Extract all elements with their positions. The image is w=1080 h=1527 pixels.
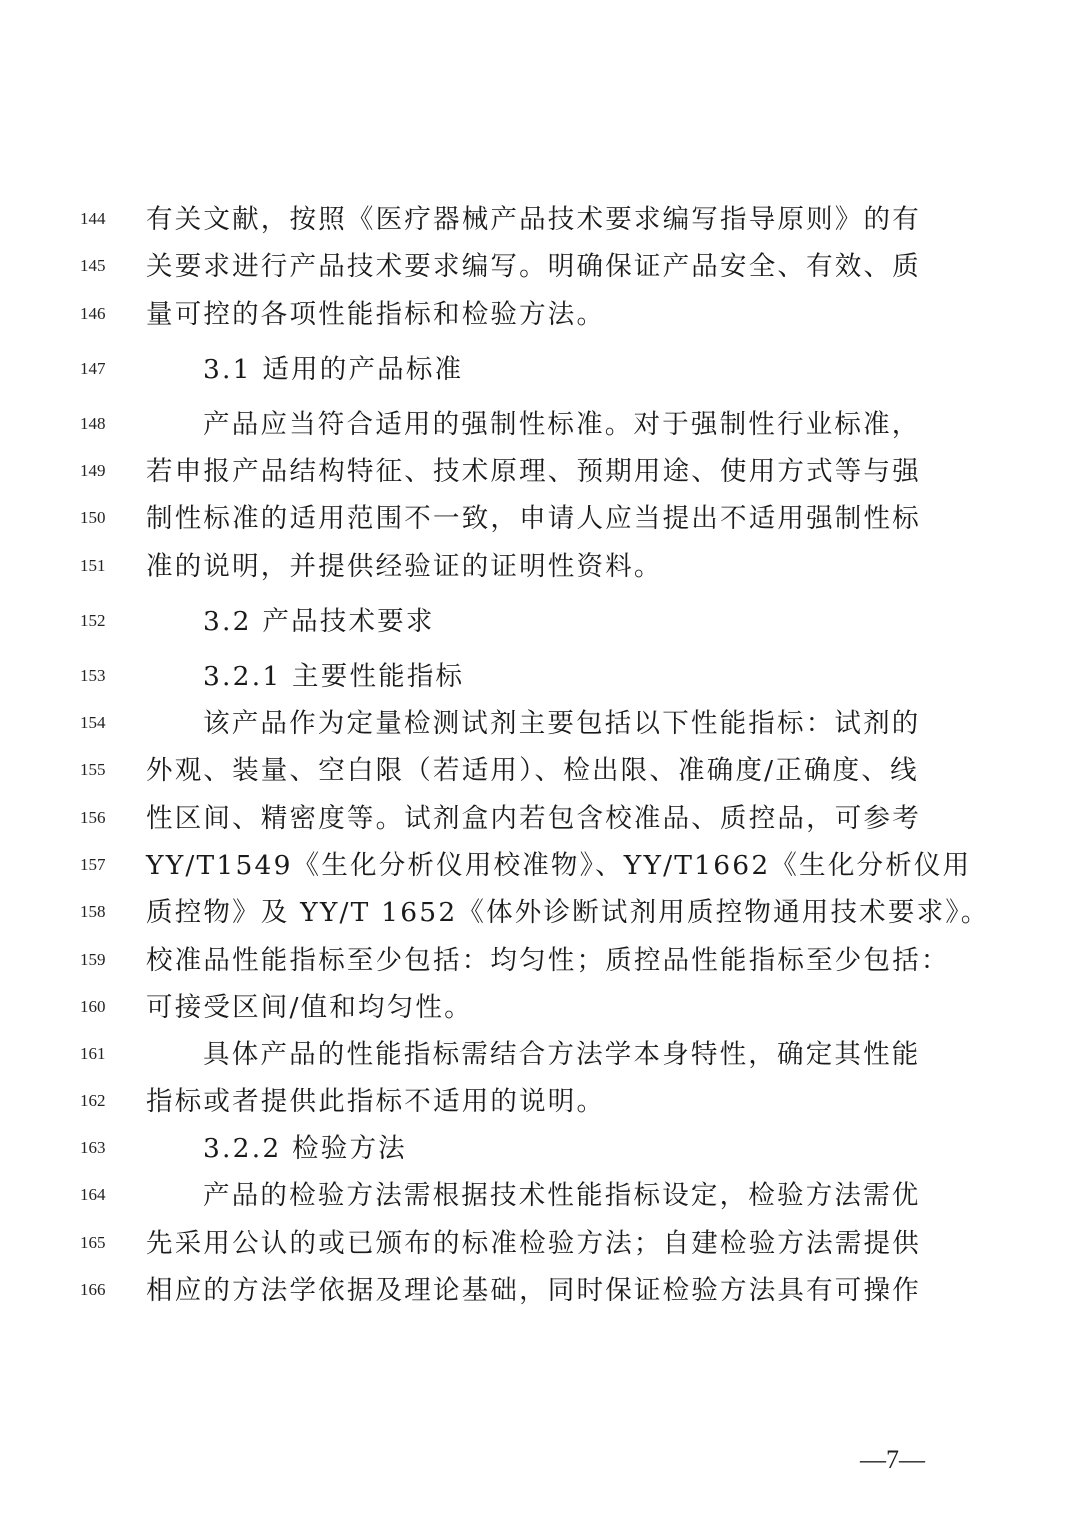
line-number: 148 — [80, 414, 106, 433]
line-text: 若申报产品结构特征、技术原理、预期用途、使用方式等与强 — [146, 456, 921, 487]
line-number: 154 — [80, 713, 106, 732]
line-number: 157 — [80, 855, 106, 874]
line-number: 164 — [80, 1185, 106, 1204]
line-number: 149 — [80, 461, 106, 480]
line-text: 有关文献，按照《医疗器械产品技术要求编写指导原则》的有 — [146, 204, 921, 235]
line-text: 具体产品的性能指标需结合方法学本身特性，确定其性能 — [203, 1039, 921, 1070]
line-number: 150 — [80, 508, 106, 527]
line-text: 制性标准的适用范围不一致，申请人应当提出不适用强制性标 — [146, 503, 921, 534]
line-number: 160 — [80, 997, 106, 1016]
line-number: 165 — [80, 1233, 106, 1252]
line-text: 准的说明，并提供经验证的证明性资料。 — [146, 551, 663, 582]
line-number: 151 — [80, 556, 106, 575]
line-text: 3.2.1 主要性能指标 — [203, 661, 465, 692]
line-text: 指标或者提供此指标不适用的说明。 — [146, 1086, 606, 1117]
line-text: 质控物》及 YY/T 1652《体外诊断试剂用质控物通用技术要求》。 — [146, 897, 990, 928]
line-number: 147 — [80, 359, 106, 378]
line-number: 166 — [80, 1280, 106, 1299]
line-text: 可接受区间/值和均匀性。 — [146, 992, 473, 1023]
line-text: 产品的检验方法需根据技术性能指标设定，检验方法需优 — [203, 1180, 921, 1211]
line-text: 量可控的各项性能指标和检验方法。 — [146, 299, 606, 330]
line-number: 163 — [80, 1138, 106, 1157]
line-number: 161 — [80, 1044, 106, 1063]
line-number: 144 — [80, 209, 106, 228]
line-text: 关要求进行产品技术要求编写。明确保证产品安全、有效、质 — [146, 251, 921, 282]
line-text: 相应的方法学依据及理论基础，同时保证检验方法具有可操作 — [146, 1275, 921, 1306]
line-text: 3.2 产品技术要求 — [203, 606, 435, 637]
line-number: 155 — [80, 760, 106, 779]
line-number: 159 — [80, 950, 106, 969]
line-text: 3.1 适用的产品标准 — [203, 354, 464, 385]
line-text: 校准品性能指标至少包括：均匀性；质控品性能指标至少包括： — [146, 945, 950, 976]
line-text: 性区间、精密度等。试剂盒内若包含校准品、质控品，可参考 — [146, 803, 921, 834]
page-number: —7— — [860, 1445, 925, 1474]
line-text: 外观、装量、空白限（若适用）、检出限、准确度/正确度、线 — [146, 755, 919, 786]
line-text: YY/T1549《生化分析仪用校准物》、YY/T1662《生化分析仪用 — [146, 850, 972, 881]
line-number: 152 — [80, 611, 106, 630]
line-number: 158 — [80, 902, 106, 921]
line-number: 162 — [80, 1091, 106, 1110]
line-number: 156 — [80, 808, 106, 827]
line-text: 该产品作为定量检测试剂主要包括以下性能指标：试剂的 — [203, 708, 921, 739]
line-text: 3.2.2 检验方法 — [203, 1133, 407, 1164]
line-text: 先采用公认的或已颁布的标准检验方法；自建检验方法需提供 — [146, 1228, 921, 1259]
line-number: 146 — [80, 304, 106, 323]
line-text: 产品应当符合适用的强制性标准。对于强制性行业标准， — [203, 409, 921, 440]
line-number: 153 — [80, 666, 106, 685]
line-number: 145 — [80, 256, 106, 275]
